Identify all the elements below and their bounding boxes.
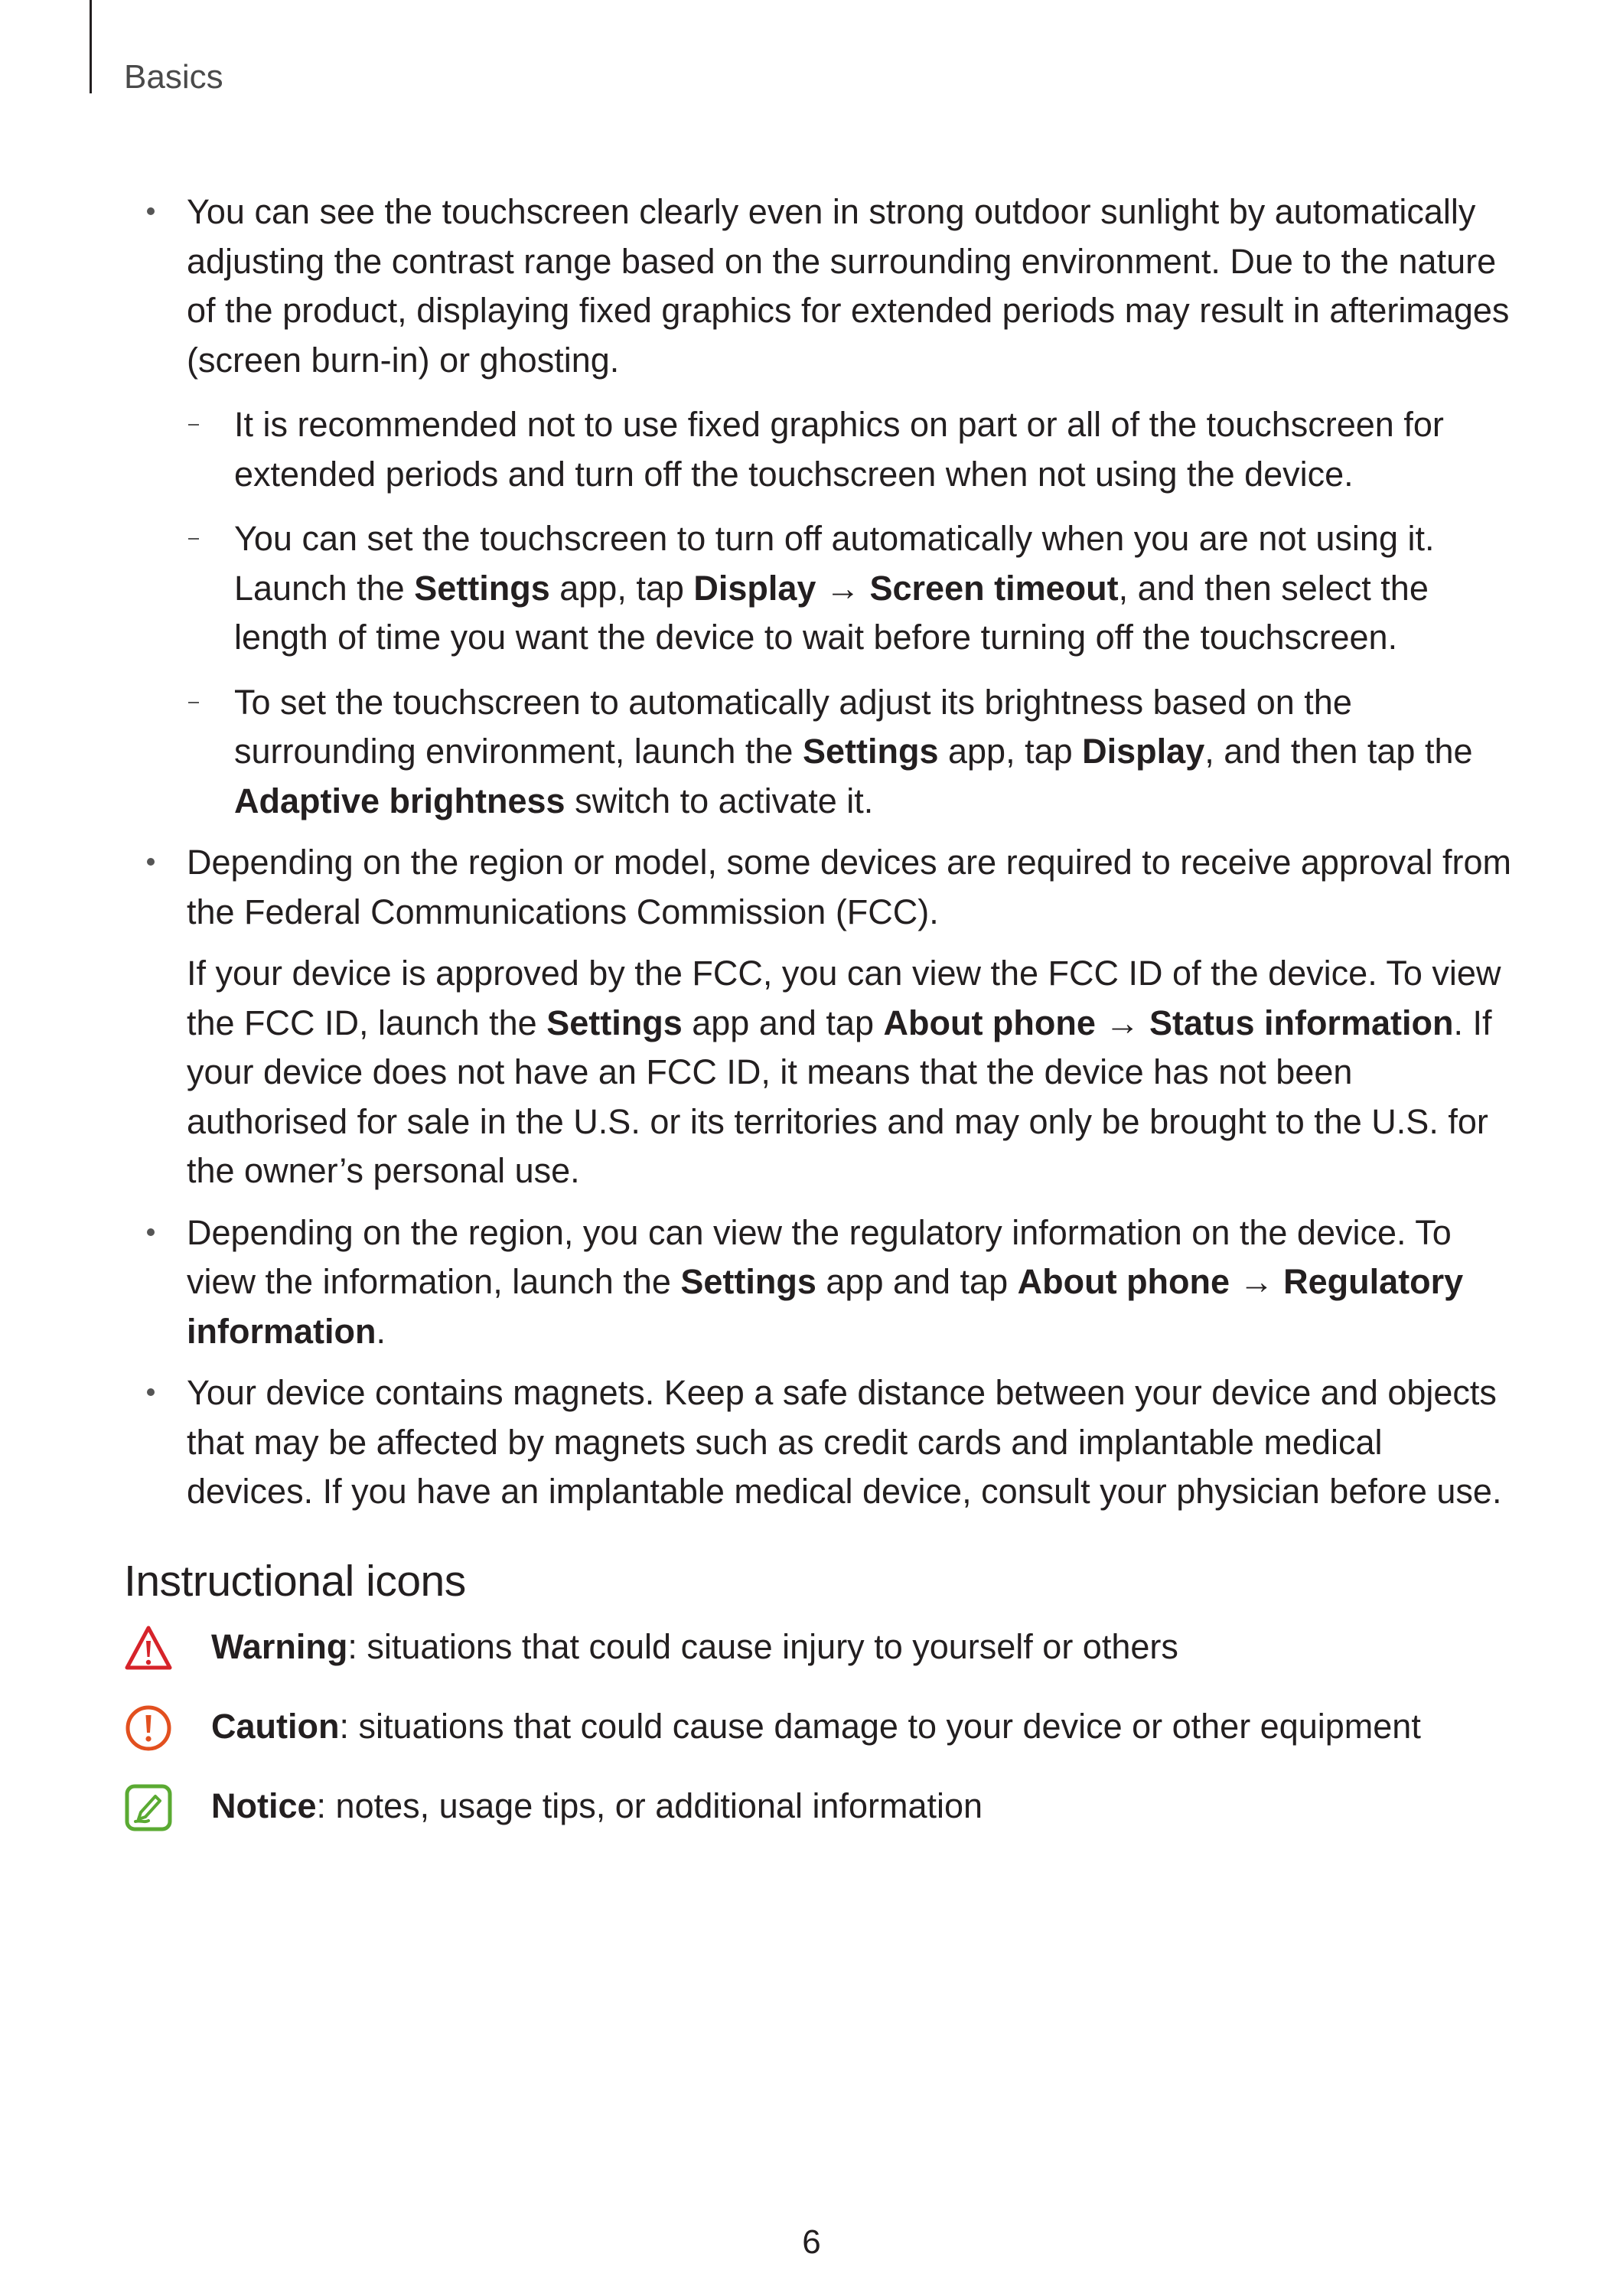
caution-legend-text [211,1702,1421,1751]
bullet-continuation [187,949,1517,1196]
text-run: , and then select the length of time you want the device to wait before turning off the touchscreen. [234,568,1429,657]
bullet-marker [147,1388,155,1396]
bullet-text: You can see the touchscreen clearly even in strong outdoor sunlight by automatically adjusting the contrast range based on the surrounding environment. Due to the nature of the product, displaying fixed graphics for extended periods may result in afterimages (screen burn-in) or ghosting. [187,192,1510,380]
ui-term: Regulatory information [187,1262,1464,1351]
notice-label: Notice [211,1786,317,1825]
page-number: 6 [802,2223,821,2261]
ui-term: Status information [1149,1003,1454,1042]
warning-legend-text [211,1623,1178,1671]
bullet-item [124,188,1517,826]
caution-icon [124,1704,173,1753]
sub-item [187,678,1517,827]
sub-item-text [234,678,1517,827]
sub-item-text [234,400,1517,499]
text-run: app and tap [682,1003,884,1042]
bullet-item [124,1368,1517,1517]
text-run: It is recommended not to use fixed graphics on part or all of the touchscreen for extended periods and turn off the touchscreen when not using the device. [234,405,1444,494]
caution-label: Caution [211,1707,340,1746]
bullet-item [124,838,1517,1196]
dash-marker [188,424,199,426]
text-run: app and tap [816,1262,1018,1301]
header-divider [90,0,92,93]
text-run: Depending on the region or model, some devices are required to receive approval from the Federal Communications Commission (FCC). [187,843,1511,931]
text-run: . [376,1311,386,1351]
icon-legend-warning [124,1623,1517,1702]
bullet-text [187,1368,1517,1517]
ui-term: Adaptive brightness [234,781,565,820]
text-run: → [816,568,870,608]
ui-term: Settings [802,732,939,771]
caution-description: : situations that could cause damage to your device or other equipment [339,1707,1421,1746]
warning-icon [124,1624,173,1673]
text-run: To set the touchscreen to automatically adjust its brightness based on the surrounding environment, launch the [234,682,1352,771]
bullet-text [187,838,1517,937]
text-run: . If your device does not have an FCC ID, it means that the device has not been authorised for sale in the U.S. or its territories and may only be brought to the U.S. for the owner’s personal use. [187,1003,1492,1190]
icon-legend-notice [124,1782,1517,1861]
ui-term: Display [693,568,816,608]
text-run: , and then tap the [1204,732,1473,771]
bullet-marker [147,858,155,866]
warning-label: Warning [211,1627,348,1666]
bullet-list [124,188,1517,1517]
bullet-marker [147,207,155,215]
ui-term: Display [1082,732,1205,771]
ui-term: Settings [680,1262,816,1301]
text-run: switch to activate it. [565,781,874,820]
ui-term: About phone [1017,1262,1230,1301]
dash-marker [188,538,199,540]
text-run: Your device contains magnets. Keep a safe distance between your device and objects that may be affected by magnets such as credit cards and implantable medical devices. If you have an implantable medical device, consult your physician before use. [187,1373,1502,1511]
sub-item-text [234,514,1517,663]
notice-legend-text [211,1782,983,1831]
text-run: → [1095,1003,1149,1042]
ui-term: Screen timeout [869,568,1119,608]
section-header: Basics [124,58,223,96]
instructional-icons-heading: Instructional icons [124,1556,466,1606]
text-run: app, tap [938,732,1083,771]
notice-description: : notes, usage tips, or additional information [316,1786,983,1825]
text-run: → [1230,1262,1284,1301]
text-run: app, tap [549,568,694,608]
dash-marker [188,702,199,703]
icon-legend-caution [124,1702,1517,1782]
page-content [124,188,1517,1861]
sub-item [187,514,1517,663]
ui-term: About phone [883,1003,1096,1042]
bullet-marker [147,1228,155,1236]
ui-term: Settings [546,1003,683,1042]
sub-item [187,400,1517,499]
text-run: You can set the touchscreen to turn off automatically when you are not using it. Launch the [234,519,1435,608]
warning-description: : situations that could cause injury to yourself or others [347,1627,1178,1666]
ui-term: Settings [414,568,550,608]
bullet-item [124,1208,1517,1357]
text-run: If your device is approved by the FCC, you can view the FCC ID of the device. To view the FCC ID, launch the [187,954,1501,1042]
notice-icon [124,1783,173,1832]
bullet-text [187,1208,1517,1357]
text-run: Depending on the region, you can view the regulatory information on the device. To view the information, launch the [187,1212,1452,1301]
